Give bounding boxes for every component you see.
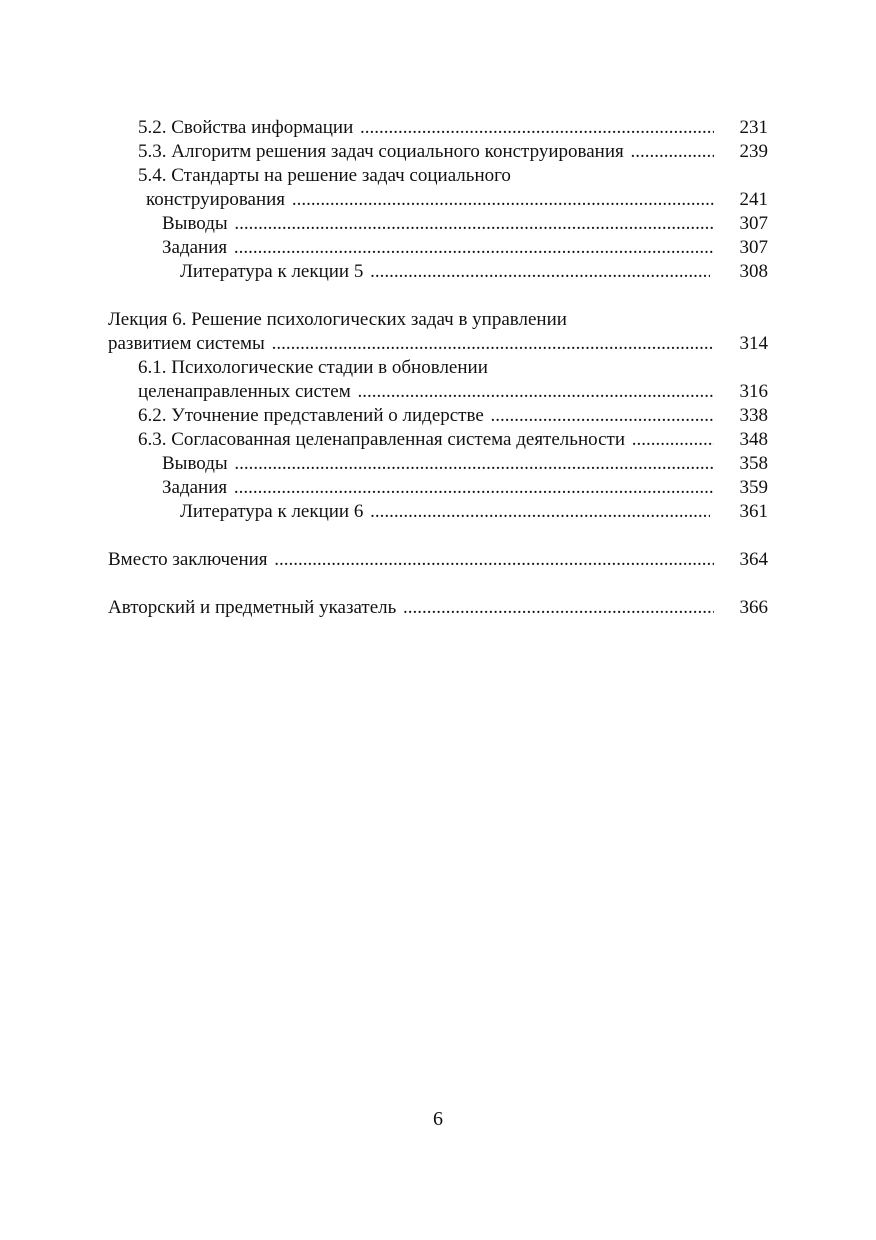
toc-entry-title: развитием системы [108, 333, 265, 354]
toc-entry[interactable] [108, 308, 768, 332]
toc-entry-page: 364 [739, 549, 768, 570]
toc-entry-title: 5.2. Свойства информации [138, 117, 354, 138]
toc-entry-page: 348 [739, 429, 768, 450]
toc-entry-page: 239 [739, 141, 768, 162]
toc-entry-page: 359 [739, 477, 768, 498]
toc-entry[interactable] [108, 260, 768, 284]
toc-entry-continuation[interactable] [108, 332, 768, 356]
toc-entry[interactable] [108, 140, 768, 164]
toc-entry[interactable] [108, 356, 768, 380]
toc-entry-page: 361 [739, 501, 768, 522]
toc-entry-title: Авторский и предметный указатель [108, 597, 397, 618]
toc-entry-title: конструирования [146, 189, 286, 210]
section-gap [108, 524, 768, 548]
toc-entry-page: 316 [739, 381, 768, 402]
toc-entry[interactable] [108, 212, 768, 236]
toc-entry-continuation[interactable] [108, 188, 768, 212]
toc-entry-title: целенаправленных систем [138, 381, 351, 402]
section-gap [108, 572, 768, 596]
toc-entry-title: 5.3. Алгоритм решения задач социального конструирования [138, 141, 624, 162]
toc-entry[interactable] [108, 428, 768, 452]
toc-entry-page: 241 [739, 189, 768, 210]
toc-entry-title: 5.4. Стандарты на решение задач социального [138, 165, 511, 186]
toc-entry[interactable] [108, 596, 768, 620]
toc-entry[interactable] [108, 404, 768, 428]
page-number: 6 [433, 1108, 443, 1130]
toc-entry-title: Задания [162, 477, 228, 498]
toc-entry-title: Выводы [162, 213, 228, 234]
toc-entry-page: 358 [739, 453, 768, 474]
toc-entry-title: 6.2. Уточнение представлений о лидерстве [138, 405, 484, 426]
toc-entry-page: 231 [739, 117, 768, 138]
table-of-contents [108, 116, 768, 620]
toc-entry[interactable] [108, 236, 768, 260]
toc-entry-page: 307 [739, 237, 768, 258]
toc-entry-page: 338 [739, 405, 768, 426]
toc-entry[interactable] [108, 548, 768, 572]
toc-entry-title: Выводы [162, 453, 228, 474]
toc-entry-title: Задания [162, 237, 228, 258]
toc-entry[interactable] [108, 116, 768, 140]
toc-entry-continuation[interactable] [108, 380, 768, 404]
toc-entry-title: Вместо заключения [108, 549, 268, 570]
toc-entry-page: 366 [739, 597, 768, 618]
toc-entry[interactable] [108, 164, 768, 188]
toc-entry-title: Литература к лекции 5 [180, 261, 364, 282]
toc-entry-title: 6.1. Психологические стадии в обновлении [138, 357, 488, 378]
toc-entry-page: 314 [739, 333, 768, 354]
toc-entry[interactable] [108, 452, 768, 476]
toc-entry-page: 307 [739, 213, 768, 234]
toc-entry[interactable] [108, 476, 768, 500]
toc-entry-title: Литература к лекции 6 [180, 501, 364, 522]
section-gap [108, 284, 768, 308]
toc-entry[interactable] [108, 500, 768, 524]
toc-entry-title: 6.3. Согласованная целенаправленная система деятельности [138, 429, 625, 450]
toc-entry-page: 308 [739, 261, 768, 282]
toc-entry-title: Лекция 6. Решение психологических задач в управлении [108, 309, 567, 330]
